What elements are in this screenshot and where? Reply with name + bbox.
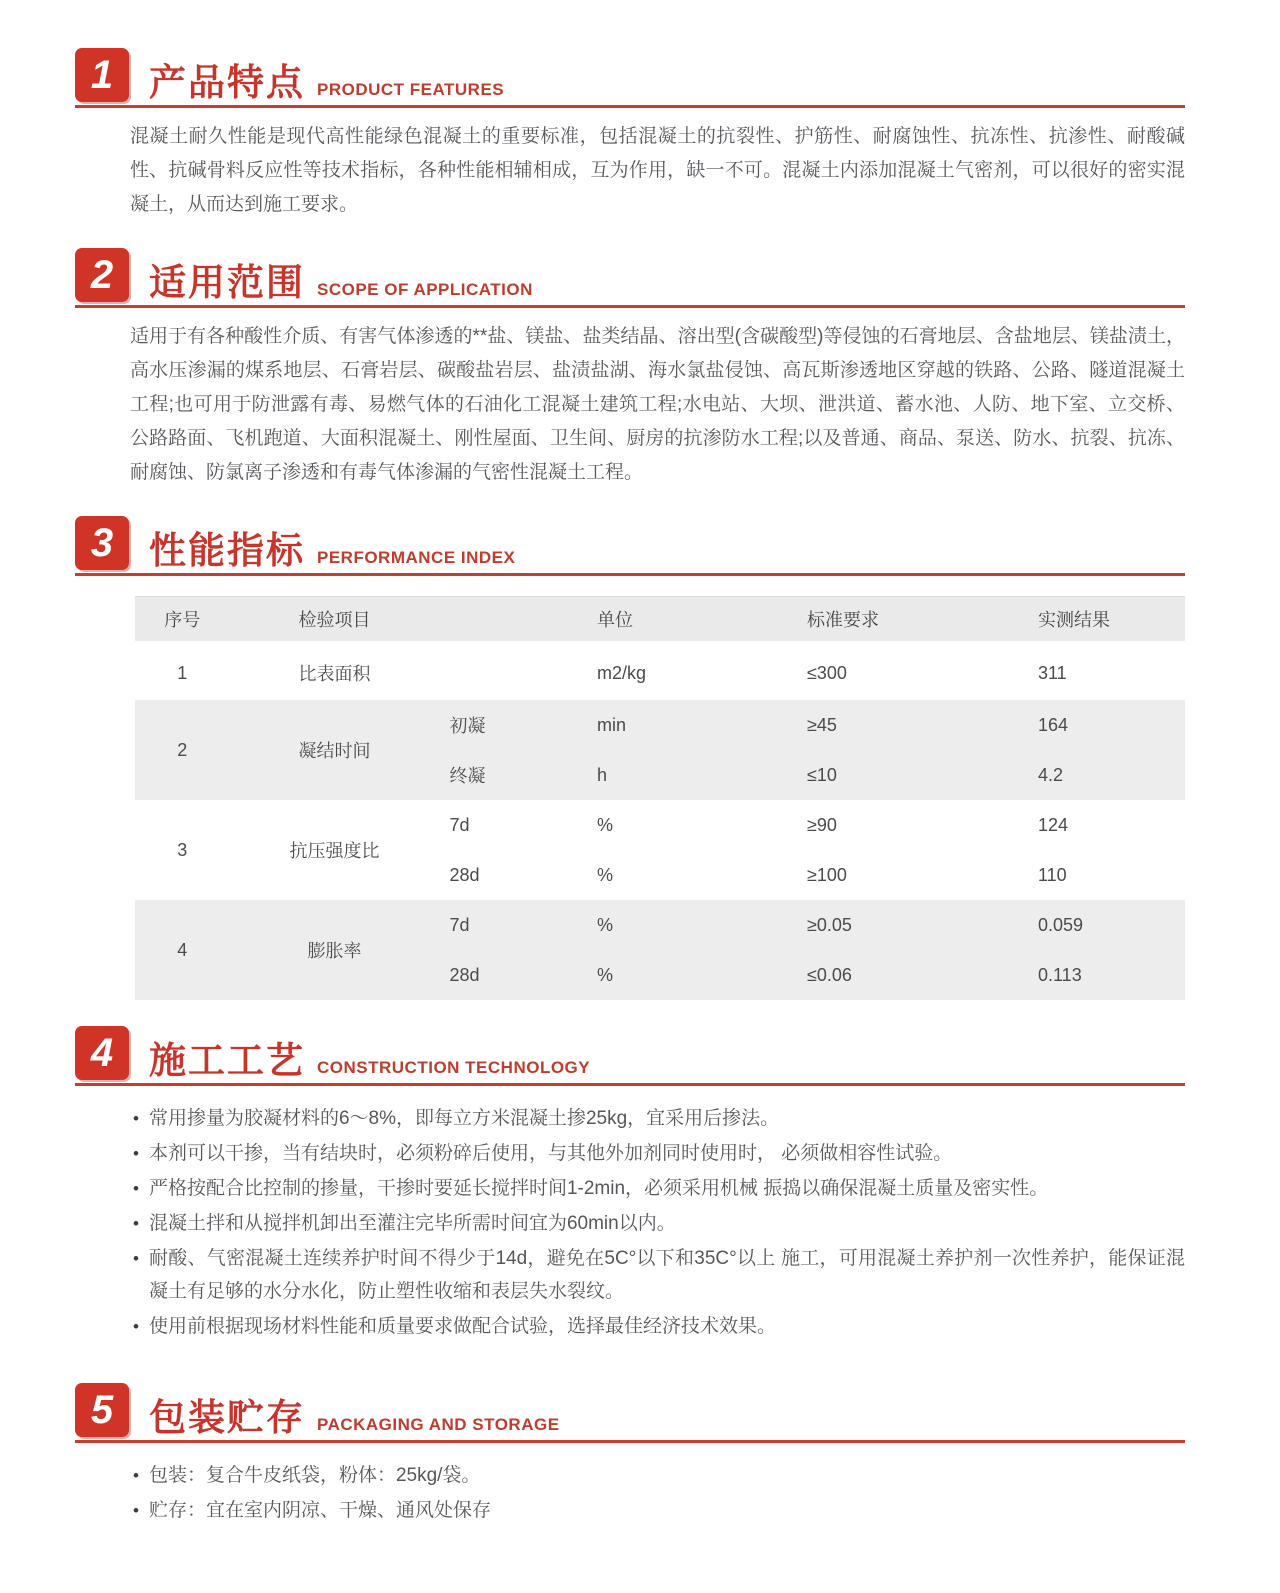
cell-no: 4 — [177, 939, 188, 960]
list-item — [133, 1459, 1185, 1492]
header-cell-no: 序号 — [164, 610, 201, 630]
header-cell-item: 检验项目 — [298, 610, 371, 630]
cell-unit: % — [597, 914, 614, 935]
cell-standard: ≤0.06 — [807, 964, 852, 985]
list-item — [133, 1242, 1185, 1308]
section-5-title-zh: 包装贮存 — [149, 1397, 305, 1438]
bullet-icon: • — [133, 1109, 139, 1128]
bullet-text: 本剂可以干掺，当有结块时，必须粉碎后使用，与其他外加剂同时使用时， 必须做相容性试验。 — [148, 1143, 953, 1164]
bullet-text: 使用前根据现场材料性能和质量要求做配合试验，选择最佳经济技术效果。 — [148, 1316, 776, 1337]
bullet-text: 严格按配合比控制的掺量，干掺时要延长搅拌时间1-2min，必须采用机械 振捣以确保混凝土质量及密实性。 — [148, 1178, 1049, 1199]
table-row — [135, 700, 1185, 800]
section-performance-index — [75, 516, 1185, 1000]
section-2-title-en: SCOPE OF APPLICATION — [317, 280, 533, 299]
cell-unit: % — [597, 814, 614, 835]
bullet-icon: • — [133, 1466, 139, 1485]
cell-standard: ≤10 — [807, 764, 837, 785]
cell-standard: ≥0.05 — [807, 914, 852, 935]
cell-sub: 终凝 — [449, 766, 486, 786]
bullet-icon: • — [133, 1214, 139, 1233]
cell-standard: ≥45 — [807, 714, 837, 735]
section-2-title-zh: 适用范围 — [149, 262, 305, 303]
section-2-paragraph: 适用于有各种酸性介质、有害气体渗透的**盐、镁盐、盐类结晶、溶出型(含碳酸型)等侵蚀的石膏地层、含盐地层、镁盐渍土，高水压渗漏的煤系地层、石膏岩层、碳酸盐岩层、盐渍盐湖、海水氯盐侵蚀、高瓦斯渗透地区穿越的铁路、公路、隧道混凝土工程;也可用于防泄露有毒、易燃气体的石油化工混凝土建筑工程;水电站、大坝、泄洪道、蓄水池、人防、地下室、立交桥、公路路面、飞机跑道、大面积混凝土、刚性屋面、卫生间、厨房的抗渗防水工程;以及普通、商品、泵送、防水、抗裂、抗冻、耐腐蚀、防氯离子渗透和有毒气体渗漏的气密性混凝土工程。 — [130, 326, 1185, 483]
bullet-text: 包装：复合牛皮纸袋，粉体：25kg/袋。 — [148, 1465, 481, 1486]
section-1-number-badge: 1 — [75, 48, 129, 102]
table-row — [135, 800, 1185, 900]
list-item — [133, 1172, 1185, 1205]
list-item — [133, 1494, 1185, 1527]
section-1-title-en: PRODUCT FEATURES — [317, 80, 505, 99]
cell-measured: 4.2 — [1038, 764, 1064, 785]
section-4-number-badge: 4 — [75, 1026, 129, 1080]
section-5-header — [75, 1383, 1185, 1443]
cell-unit: min — [597, 714, 627, 735]
cell-unit: m2/kg — [597, 662, 647, 683]
bullet-icon: • — [133, 1317, 139, 1336]
performance-table-header-row — [135, 597, 1185, 646]
cell-sub: 28d — [449, 864, 480, 885]
cell-item: 膨胀率 — [307, 941, 362, 961]
cell-measured: 110 — [1038, 864, 1067, 885]
bullet-text: 混凝土拌和从搅拌机卸出至灌注完毕所需时间宜为60min以内。 — [148, 1213, 676, 1234]
cell-sub: 7d — [449, 814, 470, 835]
list-item — [133, 1310, 1185, 1343]
cell-item: 凝结时间 — [298, 741, 371, 761]
section-2-number-badge: 2 — [75, 248, 129, 302]
section-4-bullet-list — [75, 1102, 1185, 1343]
section-4-header — [75, 1026, 1185, 1086]
bullet-icon: • — [133, 1249, 139, 1268]
list-item — [133, 1207, 1185, 1240]
cell-no: 3 — [177, 839, 188, 860]
cell-no: 2 — [177, 739, 188, 760]
section-2-body — [75, 320, 1185, 490]
bullet-icon: • — [133, 1179, 139, 1198]
section-3-number-badge: 3 — [75, 516, 129, 570]
section-1-title-zh: 产品特点 — [149, 62, 305, 103]
bullet-text: 贮存：宜在室内阴凉、干燥、通风处保存 — [148, 1500, 491, 1521]
section-3-title-zh: 性能指标 — [149, 530, 305, 571]
cell-item: 比表面积 — [298, 664, 371, 684]
section-product-features — [75, 48, 1185, 222]
table-row — [135, 646, 1185, 700]
cell-sub: 28d — [449, 964, 480, 985]
bullet-text: 常用掺量为胶凝材料的6～8%，即每立方米混凝土掺25kg，宜采用后掺法。 — [148, 1108, 780, 1129]
cell-measured: 311 — [1038, 662, 1067, 683]
cell-standard: ≥90 — [807, 814, 837, 835]
cell-unit: % — [597, 964, 614, 985]
header-cell-measured: 实测结果 — [1038, 610, 1110, 630]
section-1-header — [75, 48, 1185, 108]
section-5-bullet-list — [75, 1459, 1185, 1527]
section-1-paragraph: 混凝土耐久性能是现代高性能绿色混凝土的重要标准，包括混凝土的抗裂性、护筋性、耐腐蚀性、抗冻性、抗渗性、耐酸碱性、抗碱骨料反应性等技术指标，各种性能相辅相成，互为作用，缺一不可。混凝土内添加混凝土气密剂，可以很好的密实混凝土，从而达到施工要求。 — [130, 126, 1185, 215]
bullet-text: 耐酸、气密混凝土连续养护时间不得少于14d，避免在5C°以下和35C°以上 施工，可用混凝土养护剂一次性养护，能保证混凝土有足够的水分水化，防止塑性收缩和表层失水裂纹。 — [148, 1248, 1185, 1302]
section-4-title-en: CONSTRUCTION TECHNOLOGY — [317, 1058, 591, 1077]
section-5-title-en: PACKAGING AND STORAGE — [317, 1415, 560, 1434]
cell-measured: 0.113 — [1038, 964, 1082, 985]
list-item — [133, 1102, 1185, 1135]
bullet-icon: • — [133, 1501, 139, 1520]
cell-item: 抗压强度比 — [289, 841, 380, 861]
section-4-title-zh: 施工工艺 — [149, 1040, 305, 1081]
performance-table — [135, 596, 1185, 1000]
section-scope-of-application — [75, 248, 1185, 490]
cell-unit: h — [597, 764, 608, 785]
cell-standard: ≤300 — [807, 662, 847, 683]
section-construction-technology — [75, 1026, 1185, 1343]
section-3-header — [75, 516, 1185, 576]
cell-no: 1 — [177, 662, 188, 683]
cell-unit: % — [597, 864, 614, 885]
section-1-body — [75, 120, 1185, 222]
section-2-header — [75, 248, 1185, 308]
section-3-title-en: PERFORMANCE INDEX — [317, 548, 516, 567]
cell-measured: 164 — [1038, 714, 1069, 735]
list-item — [133, 1137, 1185, 1170]
cell-standard: ≥100 — [807, 864, 847, 885]
cell-measured: 0.059 — [1038, 914, 1084, 935]
table-row — [135, 900, 1185, 1000]
header-cell-unit: 单位 — [597, 610, 633, 630]
section-packaging-and-storage — [75, 1383, 1185, 1527]
cell-measured: 124 — [1038, 814, 1069, 835]
cell-sub: 初凝 — [449, 716, 486, 736]
header-cell-standard: 标准要求 — [807, 610, 879, 630]
bullet-icon: • — [133, 1144, 139, 1163]
cell-sub: 7d — [449, 914, 470, 935]
section-5-number-badge: 5 — [75, 1383, 129, 1437]
